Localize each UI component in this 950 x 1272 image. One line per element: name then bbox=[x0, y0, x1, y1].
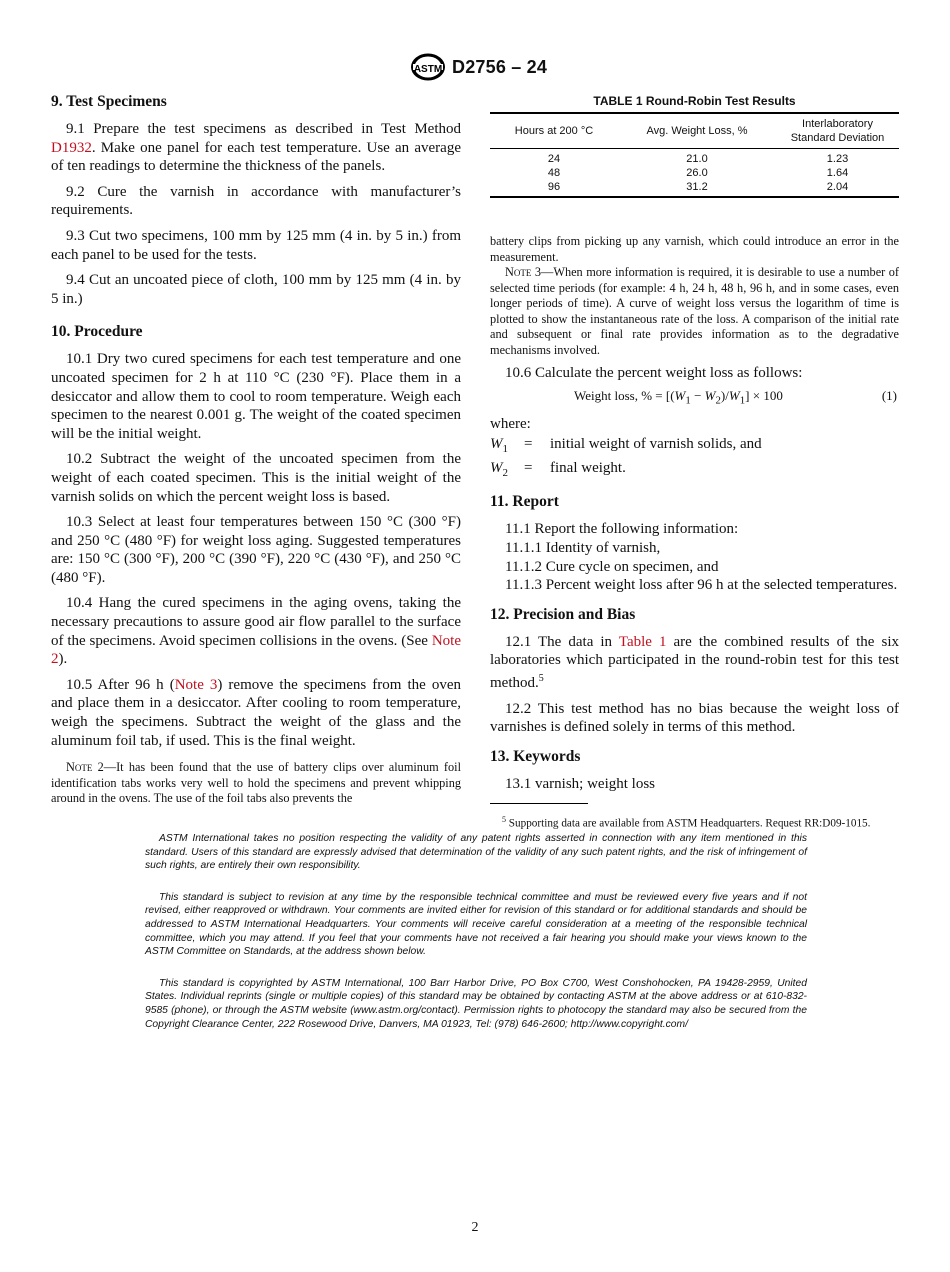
where-item: $W_1$ = initial weight of varnish solids, and bbox=[490, 436, 762, 456]
link-note-2[interactable]: Note 2 bbox=[51, 632, 461, 668]
footnote-5: $^5$ Supporting data are available from ASTM Headquarters. Request RR:D09-1015. bbox=[502, 815, 871, 831]
page-number: 2 bbox=[471, 1220, 479, 1235]
para-10-5: 10.5 After 96 h (Note 3) remove the specimens from the oven and place them in a desiccator. After cooling to room temperature, weigh the specimens. Subtract the weight of the glass and the aluminum foil tab, if used. This is the final weight. bbox=[51, 676, 461, 749]
table-row: 24 21.0 1.23 bbox=[547, 153, 849, 165]
note-2: Note 2—It has been found that the use of battery clips over aluminum foil identification tabs works very well to hold the specimens and prevent whipping around in the ovens. The use of the foil tabs also prevents the bbox=[51, 760, 461, 806]
para-10-4: 10.4 Hang the cured specimens in the aging ovens, taking the necessary precautions to assure good air flow parallel to the surface of the specimens. Avoid specimen collisions in the ovens. (See Note 2). bbox=[51, 595, 461, 668]
para-10-2: 10.2 Subtract the weight of the uncoated specimen from the weight of each coated specimen. This is the initial weight of the varnish solids on which the percent weight loss is based. bbox=[51, 451, 461, 505]
left-column bbox=[51, 92, 461, 807]
note-3: Note 3—When more information is required, it is desirable to use a number of selected time periods (for example: 4 h, 24 h, 48 h, 96 h, and in some cases, even longer periods of time). A curve of weight loss versus the logarithm of time is plotted to show the instantaneous rate of the loss. A comparison of the initial rate and subsequent or final rate provides information as to the degradative mechanisms involved. bbox=[490, 265, 899, 357]
para-9-2: 9.2 Cure the varnish in accordance with manufacturer’s requirements. bbox=[51, 183, 461, 219]
where-label: where: bbox=[490, 415, 531, 432]
round-robin-table bbox=[490, 112, 899, 198]
astm-disclaimer bbox=[145, 832, 807, 1049]
astm-logo-icon bbox=[410, 52, 446, 82]
section-9-heading: 9. Test Specimens bbox=[51, 93, 167, 110]
disclaimer-patent: ASTM International takes no position respecting the validity of any patent rights asserted in connection with any item mentioned in this standard. Users of this standard are expressly advised that determination of the validity of any such patent rights, and the risk of infringement of such rights, are entirely their own responsibility. bbox=[145, 833, 807, 872]
link-table-1[interactable]: Table 1 bbox=[618, 633, 667, 650]
table-row: 96 31.2 2.04 bbox=[490, 180, 899, 197]
para-13-1: 13.1 varnish; weight loss bbox=[505, 775, 655, 792]
para-11-1-2: 11.1.2 Cure cycle on specimen, and bbox=[505, 558, 719, 575]
page-header bbox=[0, 52, 950, 86]
equation-number: (1) bbox=[881, 387, 897, 403]
table-row: 48 26.0 1.64 bbox=[547, 167, 849, 179]
para-11-1-1: 11.1.1 Identity of varnish, bbox=[505, 539, 661, 556]
para-12-2: 12.2 This test method has no bias because the weight loss of varnishes is defined solely in terms of this method. bbox=[490, 700, 899, 736]
note-2-continued: battery clips from picking up any varnish, which could introduce an error in the measurement. bbox=[490, 234, 899, 264]
para-12-1: 12.1 The data in Table 1 are the combined results of the six laboratories which participated in the round-robin test for this test method.$^5$ bbox=[490, 633, 899, 691]
table-header-hours: Hours at 200 °C bbox=[514, 125, 594, 137]
disclaimer-revision: This standard is subject to revision at any time by the responsible technical committee and must be reviewed every five years and if not revised, either reapproved or withdrawn. Your comments are invited either for revision of this standard or for additional standards and should be addressed to ASTM International Headquarters. Your comments will receive careful consideration at a meeting of the responsible technical committee, which you may attend. If you feel that your comments have not received a fair hearing you should make your views known to the ASTM Committee on Standards, at the address shown below. bbox=[145, 891, 807, 958]
right-column bbox=[490, 92, 899, 832]
para-11-1: 11.1 Report the following information: bbox=[505, 521, 739, 538]
document-designation: D2756 – 24 bbox=[452, 57, 548, 77]
where-item: $W_2$ = final weight. bbox=[490, 459, 626, 479]
table-header-weight-loss: Avg. Weight Loss, % bbox=[646, 125, 748, 137]
para-11-1-3: 11.1.3 Percent weight loss after 96 h at the selected temperatures. bbox=[505, 577, 898, 594]
table-1-title: TABLE 1 Round-Robin Test Results bbox=[593, 94, 796, 108]
para-10-3: 10.3 Select at least four temperatures between 150 °C (300 °F) and 250 °C (480 °F) for weight loss aging. Suggested temperatures are: 150 °C (300 °F), 200 °C (390 °F), 220 °C (430 °F), and 250 °C (480 °F). bbox=[51, 514, 461, 586]
para-9-1: 9.1 Prepare the test specimens as described in Test Method D1932. Make one panel for each test temperature. Use an average of ten readings to determine the thickness of the panels. bbox=[51, 121, 461, 175]
para-10-1: 10.1 Dry two cured specimens for each test temperature and one uncoated specimen for 2 h at 110 °C (230 °F). Place them in a desiccator and allow them to cool to room temperature. Weigh each specimen to the nearest 0.001 g. The weight of the coated specimen will be the initial weight. bbox=[51, 351, 461, 442]
section-13-heading: 13. Keywords bbox=[490, 747, 581, 765]
weight-loss-equation: Weight loss, % = $[(W_1 - W_2)/W_1] \times 100$ (1) bbox=[574, 387, 897, 407]
para-9-4: 9.4 Cut an uncoated piece of cloth, 100 mm by 125 mm (4 in. by 5 in.) bbox=[51, 272, 461, 307]
para-10-6: 10.6 Calculate the percent weight loss as follows: bbox=[505, 365, 803, 381]
para-9-3: 9.3 Cut two specimens, 100 mm by 125 mm (4 in. by 5 in.) from each panel to be used for the tests. bbox=[51, 227, 461, 263]
footnote-divider bbox=[490, 803, 588, 804]
disclaimer-copyright: This standard is copyrighted by ASTM International, 100 Barr Harbor Drive, PO Box C700, West Conshohocken, PA 19428-2959, United States. Individual reprints (single or multiple copies) of this standard may be obtained by contacting ASTM at the above address or at 610-832-9585 (phone), or through the ASTM website (www.astm.org/contact). Permission rights to photocopy the standard may also be secured from the Copyright Clearance Center, 222 Rosewood Drive, Danvers, MA 01923, Tel: (978) 646-2600; http://www.copyright.com/ bbox=[145, 977, 807, 1030]
table-header-std-dev: Interlaboratory Standard Deviation bbox=[790, 118, 885, 144]
link-note-3[interactable]: Note 3 bbox=[174, 676, 218, 693]
section-11-heading: 11. Report bbox=[490, 493, 559, 511]
logo-text: ASTM bbox=[413, 64, 443, 75]
section-10-heading: 10. Procedure bbox=[51, 323, 143, 341]
section-12-heading: 12. Precision and Bias bbox=[490, 605, 636, 623]
link-d1932[interactable]: D1932 bbox=[51, 139, 92, 156]
